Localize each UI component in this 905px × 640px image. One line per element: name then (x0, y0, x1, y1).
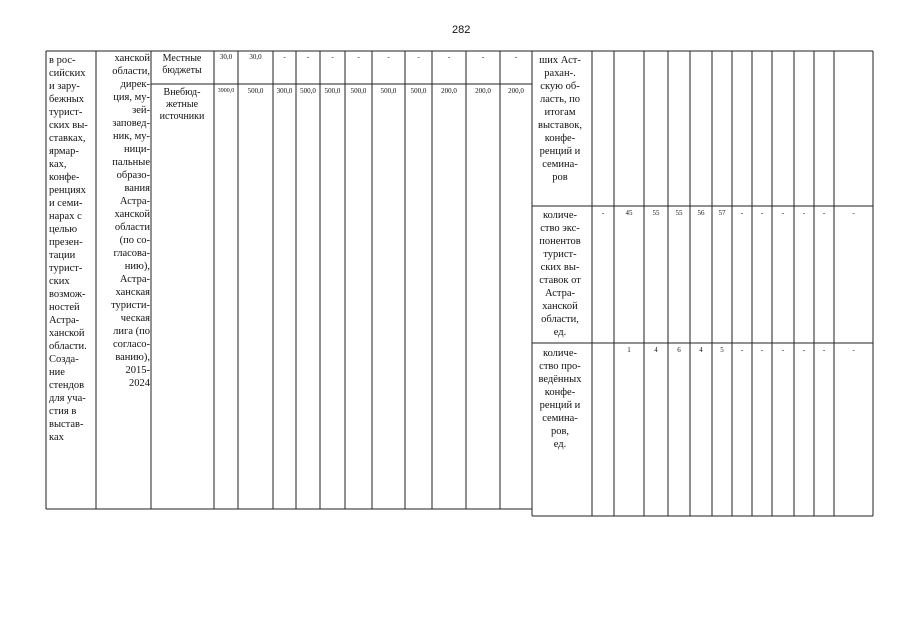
indicator-value: - (781, 346, 785, 354)
funding-value: - (306, 53, 310, 61)
funding-value: - (331, 53, 334, 61)
funding-value: - (357, 53, 360, 61)
funding-value: - (514, 53, 518, 61)
funding-value: - (447, 53, 451, 61)
funding-value: 200,0 (508, 87, 524, 95)
page-number: 282 (452, 24, 471, 36)
indicator-value: 56 (697, 209, 705, 217)
indicator-label: количе- ство экс- понентов турист- ских вы- ставок от Астра- ханской области, ед. (539, 210, 581, 338)
responsible-executors: ханской области, дирек- ция, му- зей- заповед- ник, му- ници- пальные образо- вания Астра- ханской области (по со- гласова- нию), Астра- ханская туристи- ческая лига (по согласо- ванию), 2015- 2024 (111, 53, 150, 389)
indicator-value: - (601, 209, 605, 217)
funding-value: 200,0 (475, 87, 491, 95)
indicator-label: количе- ство про- ведённых конфе- ренций и семина- ров, ед. (538, 348, 582, 450)
indicator-value: 55 (652, 209, 660, 217)
indicator-value: - (740, 209, 744, 217)
indicator-label: ших Аст- рахан-. скую об- ласть, по итогам выставок, конфе- ренций и семина- ров (538, 55, 582, 183)
funding-value: 30,0 (219, 53, 233, 61)
funding-value: - (387, 53, 390, 61)
funding-value: 3900,0 (217, 88, 235, 94)
indicator-value: - (852, 346, 855, 354)
funding-value: 500,0 (300, 87, 316, 95)
measure-description: в рос- сийских и зару- бежных турист- ских вы- ставках, ярмар- ках, конфе- ренциях и семи- нарах с целью презен- тации турист- ских возмож- ностей Астра- ханской области. Созда- ние стендов для уча- стия в выстав- ках (49, 55, 88, 443)
funding-value: - (417, 53, 420, 61)
funding-value: 500,0 (324, 87, 341, 95)
indicator-value: - (802, 346, 806, 354)
funding-value: - (283, 53, 286, 61)
indicator-value: 55 (675, 209, 683, 217)
indicator-value: 1 (627, 346, 631, 354)
indicator-value: - (760, 346, 764, 354)
indicator-value: 4 (699, 346, 703, 354)
funding-value: 200,0 (441, 87, 457, 95)
funding-value: 300,0 (276, 87, 293, 95)
funding-value: 30,0 (249, 53, 262, 61)
funding-value: - (481, 53, 485, 61)
indicator-value: - (781, 209, 785, 217)
funding-value: 500,0 (410, 87, 427, 95)
indicator-value: - (822, 209, 826, 217)
indicator-value: 6 (677, 346, 681, 354)
funding-value: 500,0 (247, 87, 264, 95)
indicator-value: - (740, 346, 744, 354)
indicator-value: 5 (720, 346, 724, 354)
funding-source-local: Местные бюджеты (162, 53, 202, 76)
indicator-value: - (852, 209, 855, 217)
indicator-value: 4 (654, 346, 658, 354)
indicator-value: - (802, 209, 806, 217)
indicator-value: - (760, 209, 764, 217)
indicator-value: 57 (718, 209, 726, 217)
funding-source-extrabudgetary: Внебюд- жетные источники (159, 87, 205, 122)
funding-value: 500,0 (350, 87, 367, 95)
indicator-value: 45 (625, 209, 633, 217)
indicator-value: - (822, 346, 826, 354)
funding-value: 500,0 (380, 87, 397, 95)
